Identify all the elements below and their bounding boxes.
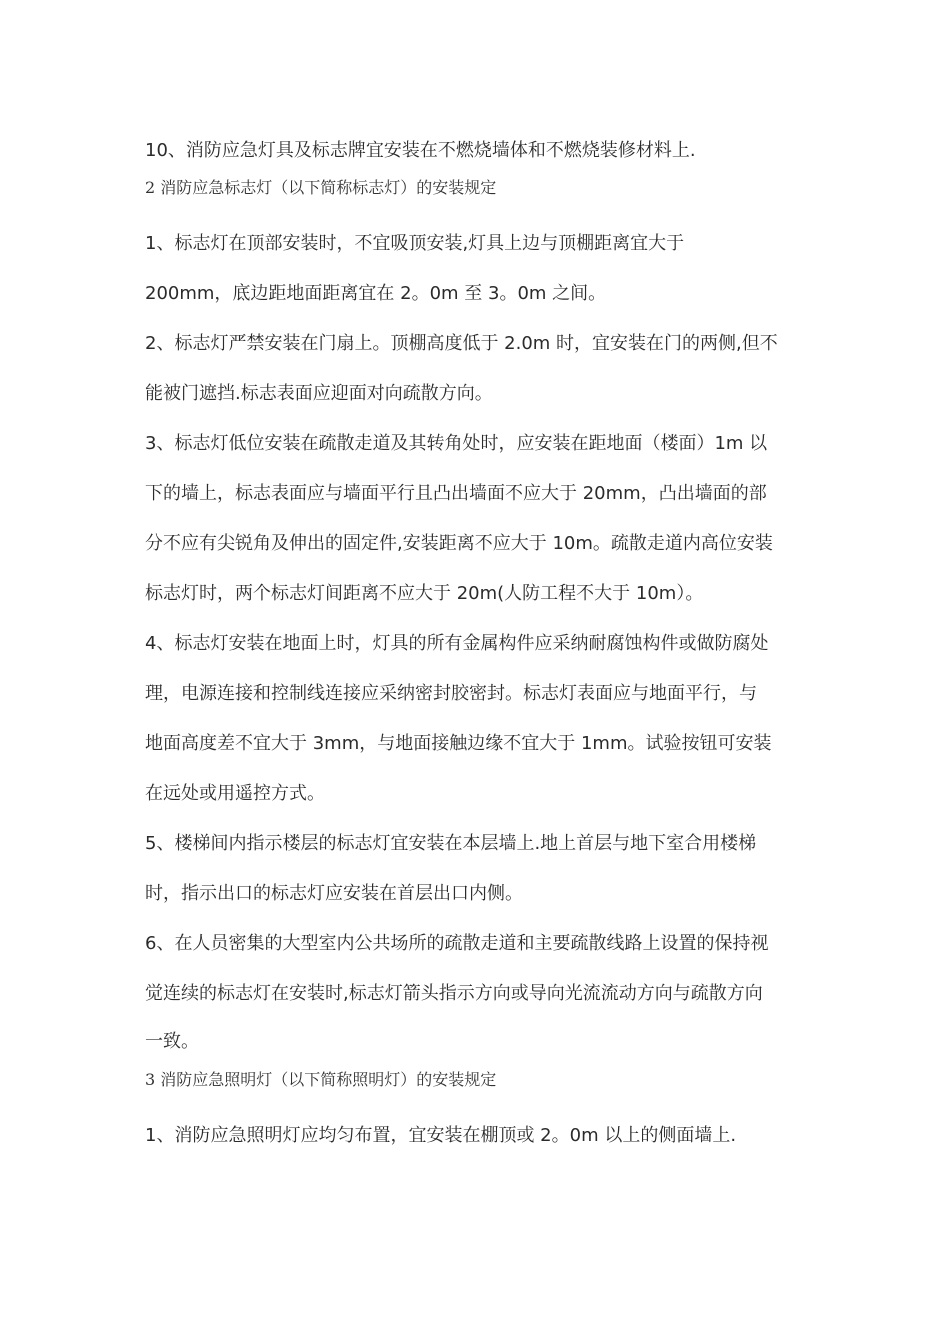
paragraph-line: 分不应有尖锐角及伸出的固定件,安装距离不应大于 10m。疏散走道内高位安装 <box>145 533 773 554</box>
paragraph-line: 1、标志灯在顶部安装时，不宜吸顶安装,灯具上边与顶棚距离宜大于 <box>145 233 685 254</box>
paragraph-line: 10、消防应急灯具及标志牌宜安装在不燃烧墙体和不燃烧装修材料上. <box>145 140 696 161</box>
paragraph-line: 1、消防应急照明灯应均匀布置，宜安装在棚顶或 2。0m 以上的侧面墙上. <box>145 1125 737 1146</box>
paragraph-line: 觉连续的标志灯在安装时,标志灯箭头指示方向或导向光流流动方向与疏散方向 <box>145 983 763 1004</box>
paragraph-line: 在远处或用遥控方式。 <box>145 783 325 804</box>
paragraph-line: 4、标志灯安装在地面上时，灯具的所有金属构件应采纳耐腐蚀构件或做防腐处 <box>145 633 769 654</box>
paragraph-line: 6、在人员密集的大型室内公共场所的疏散走道和主要疏散线路上设置的保持视 <box>145 933 769 954</box>
paragraph-line: 一致。 <box>145 1031 199 1052</box>
paragraph-line: 3、标志灯低位安装在疏散走道及其转角处时，应安装在距地面（楼面）1m 以 <box>145 433 768 454</box>
paragraph-line: 2、标志灯严禁安装在门扇上。顶棚高度低于 2.0m 时，宜安装在门的两侧,但不 <box>145 333 778 354</box>
paragraph-line: 能被门遮挡.标志表面应迎面对向疏散方向。 <box>145 383 493 404</box>
paragraph-line: 下的墙上，标志表面应与墙面平行且凸出墙面不应大于 20mm，凸出墙面的部 <box>145 483 767 504</box>
paragraph-line: 时，指示出口的标志灯应安装在首层出口内侧。 <box>145 883 523 904</box>
section-heading: 2 消防应急标志灯（以下简称标志灯）的安装规定 <box>145 178 497 197</box>
paragraph-line: 地面高度差不宜大于 3mm，与地面接触边缘不宜大于 1mm。试验按钮可安装 <box>145 733 772 754</box>
paragraph-line: 标志灯时，两个标志灯间距离不应大于 20m(人防工程不大于 10m）。 <box>145 583 704 604</box>
paragraph-line: 5、楼梯间内指示楼层的标志灯宜安装在本层墙上.地上首层与地下室合用楼梯 <box>145 833 757 854</box>
paragraph-line: 理，电源连接和控制线连接应采纳密封胶密封。标志灯表面应与地面平行，与 <box>145 683 757 704</box>
section-heading: 3 消防应急照明灯（以下简称照明灯）的安装规定 <box>145 1070 497 1089</box>
paragraph-line: 200mm，底边距地面距离宜在 2。0m 至 3。0m 之间。 <box>145 283 607 304</box>
